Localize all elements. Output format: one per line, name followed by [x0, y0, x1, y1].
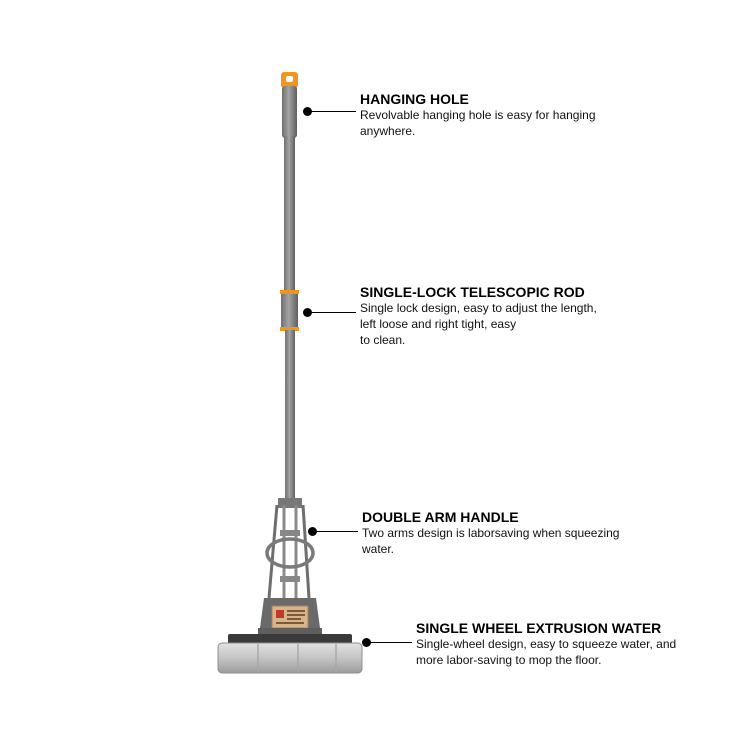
sponge-roller-icon [218, 643, 362, 673]
callout-description-line: Two arms design is laborsaving when squeezing [362, 526, 620, 540]
callout-description-line: to clean. [360, 333, 406, 347]
upper-rod [284, 136, 295, 294]
mop-head [228, 598, 352, 644]
callout-hanging-hole [360, 91, 596, 139]
callout-description [362, 525, 619, 557]
hanging-hole-icon [281, 72, 298, 138]
lower-rod [285, 330, 295, 500]
callout-description-line: Single lock design, easy to adjust the length, [360, 301, 597, 315]
squeeze-ring-icon [267, 498, 313, 598]
lock-collar-icon [280, 290, 299, 331]
callout-description [360, 300, 597, 348]
callout-description-line: Single-wheel design, easy to squeeze water, and [416, 637, 677, 651]
callout-title: SINGLE-LOCK TELESCOPIC ROD [360, 284, 585, 300]
callout-double-arm-handle [362, 509, 619, 557]
callout-description-line: water. [362, 542, 395, 556]
callout-description-line: more labor-saving to mop the floor. [416, 653, 602, 667]
callout-description [360, 107, 596, 139]
leader-line-wheel-extrusion [370, 642, 412, 643]
callout-wheel-extrusion [416, 620, 676, 668]
callout-title: HANGING HOLE [360, 91, 469, 107]
callout-description-line: Revolvable hanging hole is easy for hanging [360, 108, 596, 122]
callout-title: DOUBLE ARM HANDLE [362, 509, 519, 525]
leader-line-telescopic-rod [311, 312, 356, 313]
leader-line-hanging-hole [311, 111, 356, 112]
callout-description-line: anywhere. [360, 124, 416, 138]
callout-title: SINGLE WHEEL EXTRUSION WATER [416, 620, 662, 636]
callout-description [416, 636, 676, 668]
leader-line-double-arm-handle [316, 531, 358, 532]
callout-description-line: left loose and right tight, easy [360, 317, 517, 331]
callout-telescopic-rod [360, 284, 597, 348]
